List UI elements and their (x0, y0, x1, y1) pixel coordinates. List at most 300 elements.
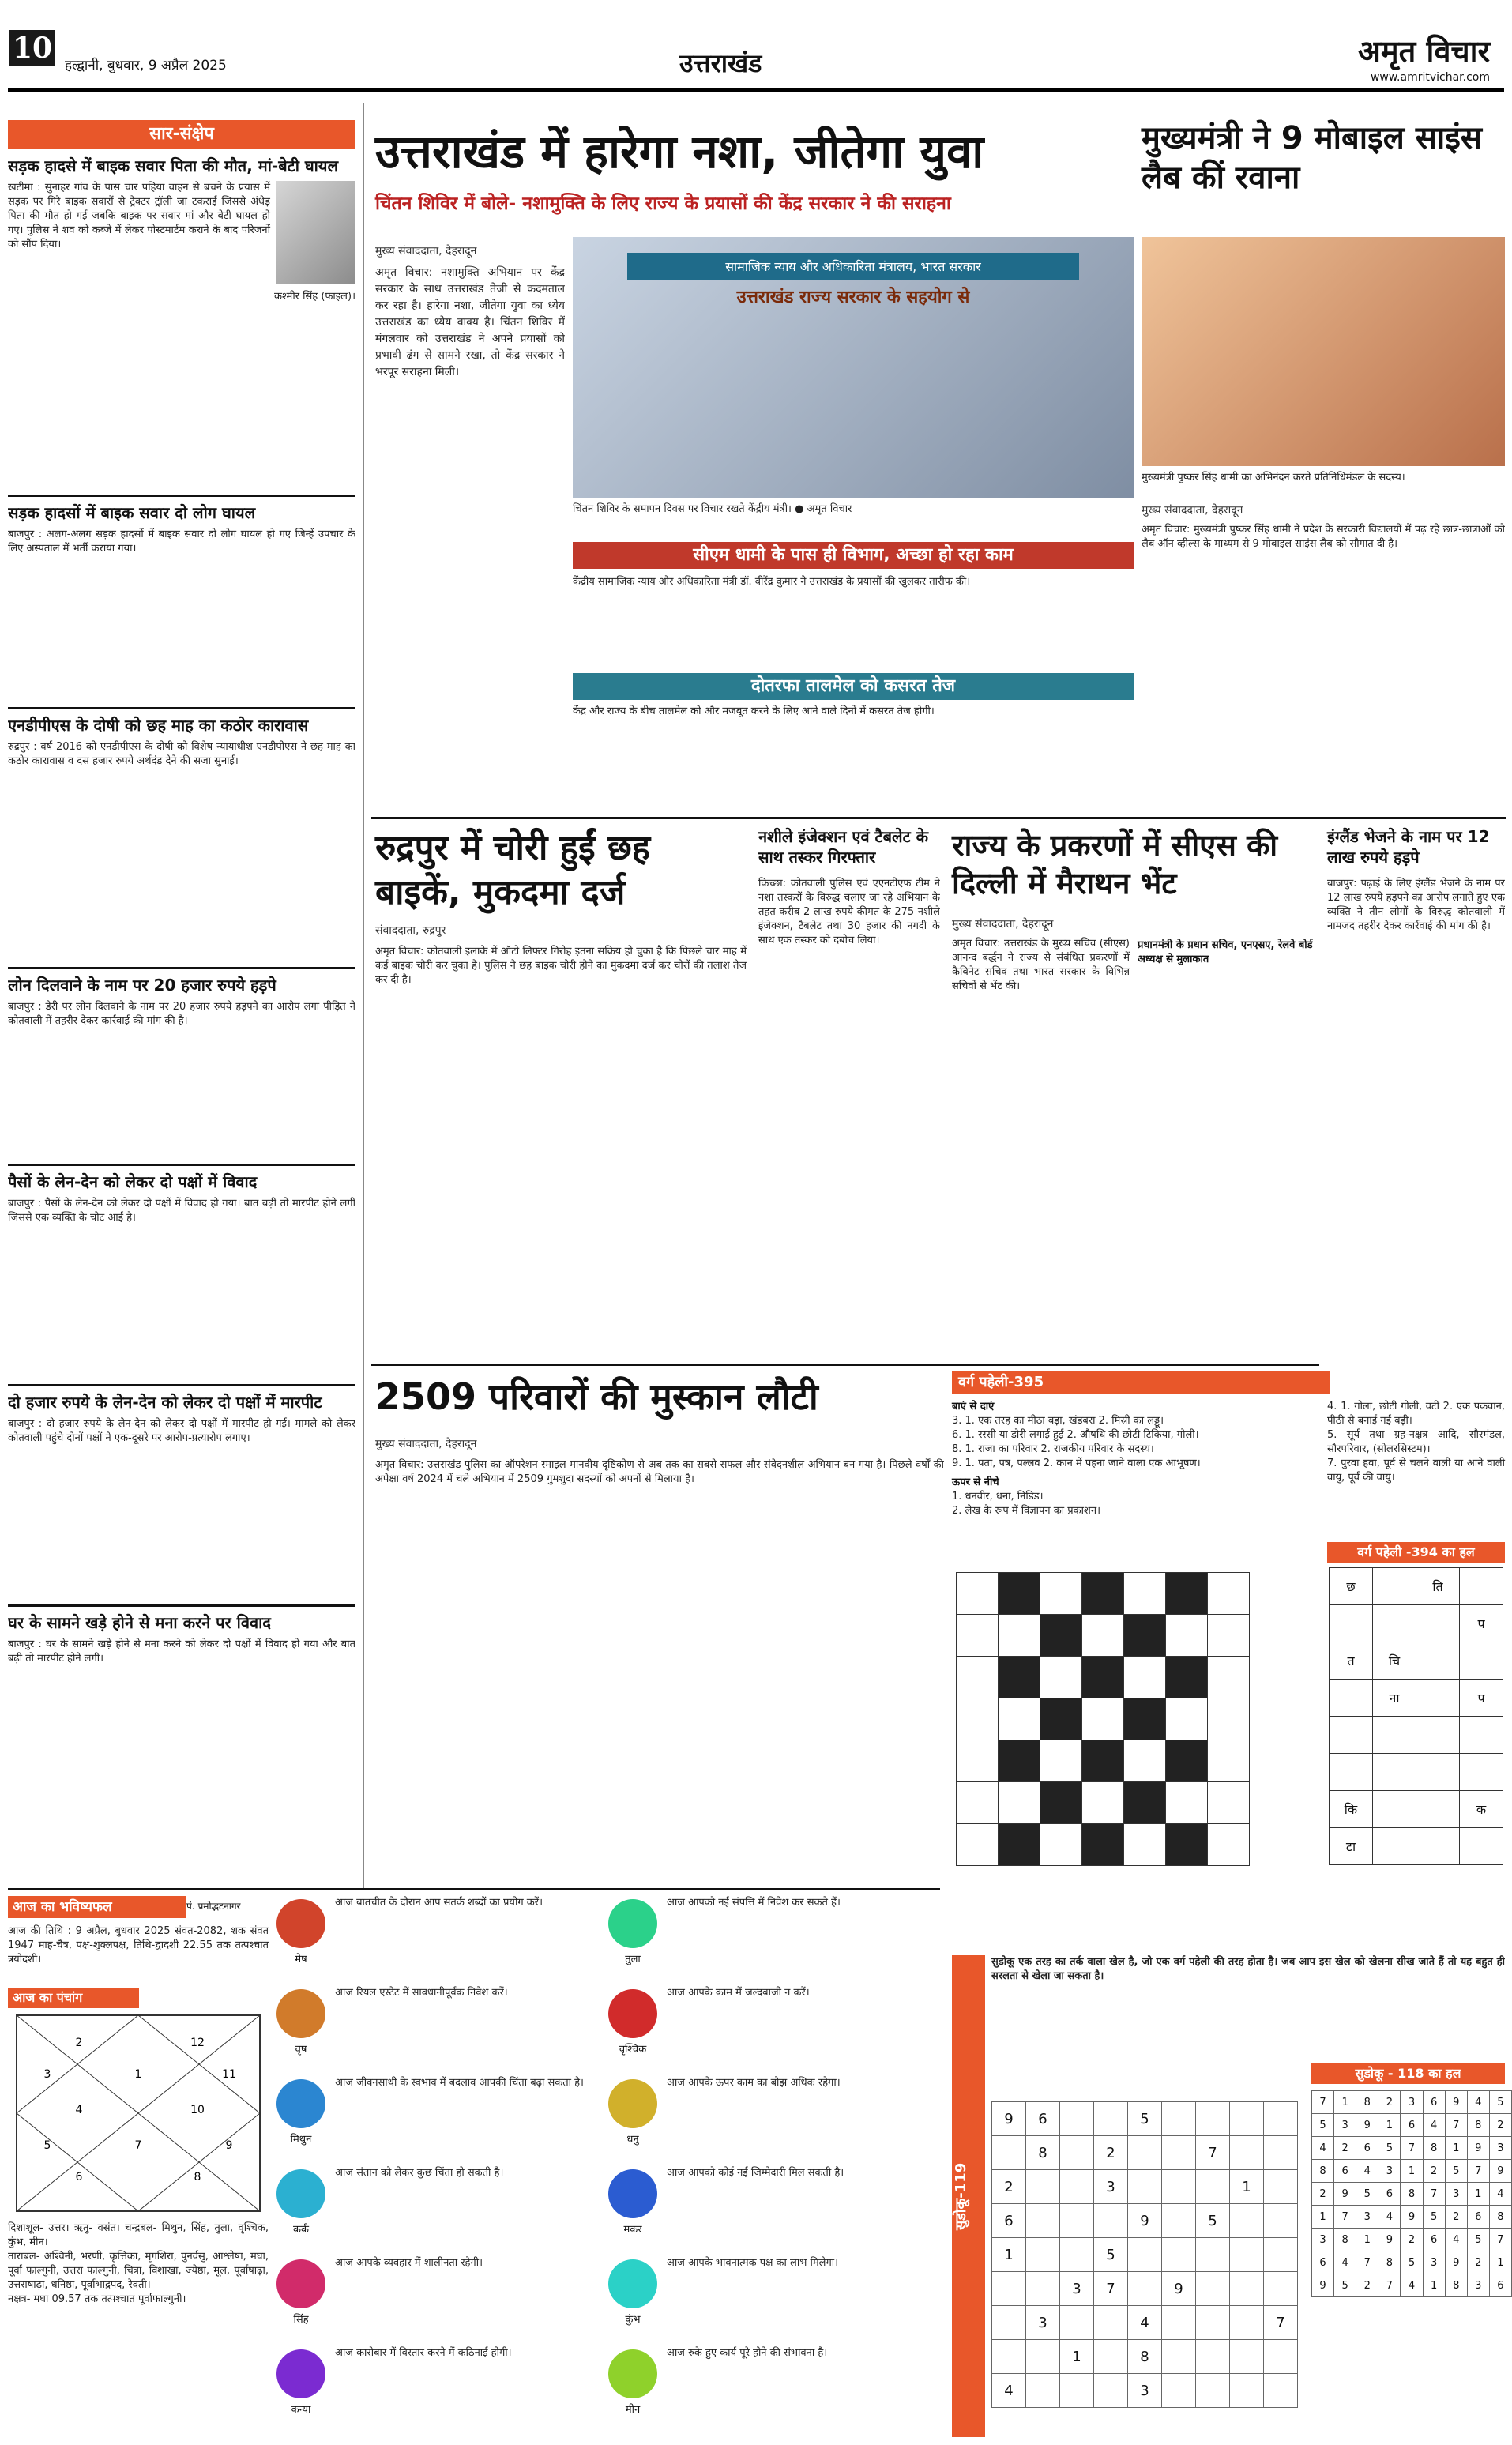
section-title: उत्तराखंड (679, 48, 762, 78)
sidebar-item (8, 709, 355, 967)
sudoku-cell[interactable]: 3 (1094, 2170, 1128, 2204)
cs-headline: राज्य के प्रकरणों में सीएस की दिल्ली में मैराथन भेंट (952, 828, 1278, 901)
sudoku-answer-cell: 4 (1445, 2229, 1467, 2251)
story-divider (8, 1888, 940, 1890)
sudoku-cell[interactable] (1196, 2306, 1230, 2340)
crossword-cell[interactable] (1166, 1657, 1208, 1698)
rashi-item (276, 2076, 600, 2161)
sudoku-answer-cell: 5 (1423, 2206, 1445, 2229)
crossword-answer-title: वर्ग पहेली -394 का हल (1327, 1542, 1505, 1563)
sudoku-answer-cell: 6 (1334, 2160, 1356, 2183)
sidebar-item-body: बाजपुर : डेरी पर लोन दिलवाने के नाम पर 20 हजार रुपये हड़पने का आरोप लगा पीड़ित ने कोतवाली में तहरीर देकर कार्रवाई की मांग की है। (8, 1001, 355, 1027)
sudoku-cell[interactable] (1264, 2238, 1298, 2272)
rashi-text: आज रियल एस्टेट में सावधानीपूर्वक निवेश करें। (335, 1987, 508, 1999)
sudoku-answer-cell: 3 (1378, 2160, 1401, 2183)
sudoku-answer-cell: 2 (1312, 2183, 1334, 2206)
injection-headline: नशीले इंजेक्शन एवं टैबलेट के साथ तस्कर गिरफ्तार (758, 827, 928, 867)
sidebar-item-body: बाजपुर : दो हजार रुपये के लेन-देन को लेकर दो पक्षों में मारपीट हो गई। मामले को लेकर कोतवाली पहुंचे दोनों पक्षों ने एक-दूसरे पर आरोप-प्रत्यारोप लगाए। (8, 1418, 355, 1444)
crossword-cell[interactable] (1124, 1615, 1166, 1657)
sudoku-cell[interactable] (1196, 2238, 1230, 2272)
kundali-house-number: 10 (190, 2104, 205, 2116)
crossword-cell[interactable] (1166, 1615, 1208, 1657)
lead-photo-banner: सामाजिक न्याय और अधिकारिता मंत्रालय, भारत सरकार (627, 253, 1079, 280)
sidebar-item (8, 969, 355, 1164)
crossword-cell[interactable] (1124, 1573, 1166, 1615)
crossword-cell[interactable] (1082, 1615, 1124, 1657)
rashi-item (276, 2346, 600, 2432)
sudoku-cell[interactable] (1128, 2170, 1162, 2204)
sudoku-cell[interactable]: 2 (1094, 2136, 1128, 2170)
sudoku-cell[interactable]: 3 (1026, 2306, 1060, 2340)
crossword-cell[interactable] (957, 1573, 999, 1615)
england-body: बाजपुर: पढ़ाई के लिए इंग्लैंड भेजने के नाम पर 12 लाख रुपये हड़पने का आरोप लगाते हुए एक व्यक्ति ने तीन लोगों के विरुद्ध कोतवाली में नामजद तहरीर देकर कार्रवाई की मांग की है। (1327, 878, 1505, 932)
crossword-cell[interactable] (1166, 1782, 1208, 1824)
sudoku-answer-cell: 8 (1312, 2160, 1334, 2183)
sudoku-cell[interactable] (1162, 2340, 1196, 2374)
bikes-byline: संवाददाता, रुद्रपुर (375, 924, 446, 937)
sudoku-cell[interactable] (1128, 2136, 1162, 2170)
rashi-name: कर्क (293, 2224, 309, 2236)
sidebar-item (8, 1607, 355, 1777)
sudoku-cell[interactable] (1094, 2204, 1128, 2238)
crossword-grid[interactable] (956, 1572, 1250, 1866)
rashi-item (608, 2076, 932, 2161)
sudoku-cell[interactable] (1162, 2170, 1196, 2204)
crossword-cell[interactable] (1082, 1824, 1124, 1866)
page-number: 10 (9, 30, 55, 66)
sudoku-cell[interactable]: 7 (1094, 2272, 1128, 2306)
sudoku-cell[interactable] (1264, 2272, 1298, 2306)
sudoku-cell[interactable]: 5 (1196, 2204, 1230, 2238)
sidebar (8, 155, 355, 1777)
rashi-item (608, 2166, 932, 2251)
sidebar-item-body: बाजपुर : पैसों के लेन-देन को लेकर दो पक्षों में विवाद हो गया। बात बढ़ी तो मारपीट होने लगी जिससे एक व्यक्ति के चोट आई है। (8, 1198, 355, 1224)
sudoku-cell[interactable]: 9 (1162, 2272, 1196, 2306)
cs-byline: मुख्य संवाददाता, देहरादून (952, 918, 1054, 931)
crossword-cell[interactable] (1040, 1573, 1082, 1615)
crossword-cell[interactable] (1208, 1782, 1250, 1824)
sudoku-cell[interactable]: 4 (1128, 2306, 1162, 2340)
sudoku-answer-cell: 2 (1401, 2229, 1423, 2251)
sudoku-cell[interactable]: 3 (1128, 2374, 1162, 2408)
zodiac-icon (276, 2349, 325, 2398)
crossword-cell[interactable] (1040, 1740, 1082, 1782)
sudoku-answer-cell: 2 (1489, 2114, 1511, 2137)
crossword-cell[interactable] (999, 1657, 1040, 1698)
rashi-text: आज कारोबार में विस्तार करने में कठिनाई होगी। (335, 2347, 512, 2359)
sudoku-answer-cell: 8 (1423, 2137, 1445, 2160)
sudoku-answer-cell: 2 (1423, 2160, 1445, 2183)
crossword-cell[interactable] (1040, 1698, 1082, 1740)
sudoku-answer-cell: 9 (1445, 2251, 1467, 2274)
sudoku-cell[interactable] (1230, 2272, 1264, 2306)
astro-title: आज का भविष्यफल (8, 1896, 186, 1918)
sudoku-answer-cell: 9 (1356, 2114, 1378, 2137)
crossword-answer-cell (1330, 1717, 1373, 1754)
rashi-name: कन्या (291, 2404, 311, 2416)
crossword-down-head: ऊपर से नीचे (952, 1476, 999, 1488)
kundali-house-number: 3 (43, 2068, 51, 2081)
sudoku-answer-cell: 1 (1312, 2206, 1334, 2229)
sudoku-cell[interactable] (992, 2340, 1026, 2374)
crossword-clue: 4. 1. गोला, छोटी गोली, वटी 2. एक पकवान, पीठी से बनाई गई बड़ी। (1327, 1401, 1505, 1427)
crossword-cell[interactable] (1040, 1824, 1082, 1866)
england-headline: इंग्लैंड भेजने के नाम पर 12 लाख रुपये हड़पे (1327, 827, 1490, 867)
sidebar-item (8, 1166, 355, 1384)
lead-subheadline: चिंतन शिविर में बोले- नशामुक्ति के लिए राज्य के प्रयासों की केंद्र सरकार ने की सराहना (375, 194, 951, 214)
sudoku-answer-cell: 7 (1423, 2183, 1445, 2206)
sudoku-grid[interactable] (991, 2101, 1298, 2408)
sudoku-cell[interactable] (1230, 2238, 1264, 2272)
sudoku-cell[interactable]: 2 (992, 2170, 1026, 2204)
rashi-item (608, 2346, 932, 2432)
crossword-answer-cell (1460, 1568, 1503, 1605)
crossword-cell[interactable] (1040, 1782, 1082, 1824)
crossword-cell[interactable] (1082, 1698, 1124, 1740)
story-divider (371, 1364, 1319, 1366)
lead-headline: उत्तराखंड में हारेगा नशा, जीतेगा युवा (375, 125, 984, 179)
sudoku-cell[interactable] (992, 2272, 1026, 2306)
sudoku-cell[interactable] (1026, 2272, 1060, 2306)
crossword-cell[interactable] (1082, 1740, 1124, 1782)
sudoku-cell[interactable]: 6 (1026, 2102, 1060, 2136)
kundali-chart (16, 2014, 261, 2212)
crossword-cell[interactable] (1082, 1573, 1124, 1615)
lead-photo (573, 237, 1134, 498)
sudoku-answer-cell: 6 (1489, 2274, 1511, 2297)
families-byline: मुख्य संवाददाता, देहरादून (375, 1438, 477, 1450)
crossword-answer-cell (1416, 1642, 1460, 1680)
sudoku-answer-cell: 6 (1423, 2091, 1445, 2114)
sudoku-answer-cell: 8 (1401, 2183, 1423, 2206)
sudoku-answer-cell: 6 (1378, 2183, 1401, 2206)
sudoku-cell[interactable] (1264, 2374, 1298, 2408)
sudoku-instructions: सुडोकू एक तरह का तर्क वाला खेल है, जो एक वर्ग पहेली की तरह होता है। जब आप इस खेल को खेलना सीख जाते हैं तो यह बहुत ही सरलता से खेला जा सकता है। (991, 1956, 1505, 1982)
crossword-cell[interactable] (957, 1782, 999, 1824)
sudoku-cell[interactable] (1094, 2306, 1128, 2340)
crossword-cell[interactable] (1124, 1698, 1166, 1740)
sudoku-answer-cell: 3 (1467, 2274, 1489, 2297)
lead-band-2: दोतरफा तालमेल को कसरत तेज (573, 673, 1134, 700)
sidebar-item-head: लोन दिलवाने के नाम पर 20 हजार रुपये हड़पे (8, 976, 276, 995)
sudoku-cell[interactable]: 3 (1060, 2272, 1094, 2306)
crossword-cell[interactable] (1208, 1740, 1250, 1782)
sudoku-cell[interactable] (1162, 2204, 1196, 2238)
zodiac-icon (276, 2259, 325, 2308)
crossword-cell[interactable] (1166, 1740, 1208, 1782)
crossword-cell[interactable] (1124, 1824, 1166, 1866)
crossword-cell[interactable] (1166, 1573, 1208, 1615)
sudoku-cell[interactable] (1026, 2238, 1060, 2272)
kundali-house-number: 2 (75, 2037, 83, 2049)
crossword-cell[interactable] (1040, 1657, 1082, 1698)
crossword-cell[interactable] (999, 1824, 1040, 1866)
rashi-name: तुला (625, 1954, 641, 1965)
rashi-text: आज जीवनसाथी के स्वभाव में बदलाव आपकी चिंता बढ़ा सकता है। (335, 2077, 584, 2089)
crossword-cell[interactable] (1208, 1824, 1250, 1866)
sudoku-answer-cell: 1 (1334, 2091, 1356, 2114)
crossword-cell[interactable] (957, 1824, 999, 1866)
sidebar-item (8, 1386, 355, 1604)
sudoku-answer-cell: 4 (1489, 2183, 1511, 2206)
crossword-cell[interactable] (1124, 1782, 1166, 1824)
sudoku-cell[interactable]: 5 (1094, 2238, 1128, 2272)
rashi-name: सिंह (293, 2314, 309, 2326)
sudoku-cell[interactable]: 8 (1128, 2340, 1162, 2374)
sudoku-answer-cell: 1 (1356, 2229, 1378, 2251)
sudoku-answer-cell: 4 (1401, 2274, 1423, 2297)
crossword-cell[interactable] (1208, 1657, 1250, 1698)
sudoku-cell[interactable]: 9 (992, 2102, 1026, 2136)
sudoku-answer-cell: 4 (1356, 2160, 1378, 2183)
crossword-answer-cell (1416, 1791, 1460, 1828)
crossword-cell[interactable] (1208, 1698, 1250, 1740)
sidebar-title: सार-संक्षेप (8, 120, 355, 149)
sudoku-answer-cell: 8 (1334, 2229, 1356, 2251)
crossword-answer-cell: ति (1416, 1568, 1460, 1605)
sudoku-cell[interactable]: 5 (1128, 2102, 1162, 2136)
crossword-cell[interactable] (999, 1782, 1040, 1824)
sudoku-cell[interactable]: 7 (1196, 2136, 1230, 2170)
sudoku-cell[interactable] (992, 2136, 1026, 2170)
sudoku-answer-cell: 6 (1356, 2137, 1378, 2160)
panchang-tarabal: ताराबल- अश्विनी, भरणी, कृत्तिका, मृगशिरा, पुनर्वसु, आश्लेषा, मघा, पूर्वा फाल्गुनी, उत्तरा फाल्गुनी, चित्रा, विशाखा, ज्येष्ठा, मूल, पूर्वाषाढ़ा, उत्तराषाढ़ा, धनिष्ठा, पूर्वाभाद्रपद, रेवती। (8, 2251, 269, 2291)
sudoku-answer-cell: 9 (1312, 2274, 1334, 2297)
crossword-cell[interactable] (1040, 1615, 1082, 1657)
crossword-cell[interactable] (957, 1698, 999, 1740)
lead-photo-banner: उत्तराखंड राज्य सरकार के सहयोग से (736, 288, 970, 307)
crossword-answer-cell: त (1330, 1642, 1373, 1680)
panchang-title: आज का पंचांग (8, 1988, 139, 2008)
sudoku-cell[interactable] (1026, 2374, 1060, 2408)
sudoku-cell[interactable] (1094, 2374, 1128, 2408)
sudoku-label: सुडोकू-119 (952, 1955, 985, 2437)
sudoku-cell[interactable] (1162, 2374, 1196, 2408)
sudoku-answer-cell: 4 (1312, 2137, 1334, 2160)
panchang-nakshatra: नक्षत्र- मघा 09.57 तक तत्पश्चात पूर्वाफाल्गुनी। (8, 2293, 186, 2305)
crossword-answer-cell (1460, 1828, 1503, 1865)
sudoku-answer-cell: 4 (1378, 2206, 1401, 2229)
rashi-name: मिथुन (290, 2134, 312, 2146)
sudoku-answer-cell: 6 (1312, 2251, 1334, 2274)
sidebar-item-head: एनडीपीएस के दोषी को छह माह का कठोर कारावास (8, 716, 309, 735)
sidebar-item-head: दो हजार रुपये के लेन-देन को लेकर दो पक्षों में मारपीट (8, 1393, 322, 1412)
sudoku-answer-cell: 2 (1356, 2274, 1378, 2297)
sudoku-cell[interactable] (1230, 2340, 1264, 2374)
zodiac-icon (276, 2079, 325, 2128)
sudoku-cell[interactable] (1264, 2204, 1298, 2238)
crossword-cell[interactable] (1166, 1698, 1208, 1740)
sudoku-answer-cell: 8 (1378, 2251, 1401, 2274)
cm-byline: मुख्य संवाददाता, देहरादून (1142, 504, 1243, 517)
rashi-name: मीन (625, 2404, 641, 2416)
crossword-answer-cell (1416, 1605, 1460, 1642)
sudoku-cell[interactable] (1026, 2340, 1060, 2374)
crossword-cell[interactable] (999, 1615, 1040, 1657)
panchang-text (8, 2221, 269, 2307)
sudoku-cell[interactable] (1060, 2238, 1094, 2272)
sudoku-cell[interactable]: 7 (1264, 2306, 1298, 2340)
sudoku-cell[interactable] (1230, 2374, 1264, 2408)
sudoku-cell[interactable] (1264, 2102, 1298, 2136)
crossword-answer-cell (1416, 1680, 1460, 1717)
sudoku-cell[interactable] (1026, 2204, 1060, 2238)
sudoku-answer-cell: 1 (1423, 2274, 1445, 2297)
brand-url[interactable]: www.amritvichar.com (1370, 71, 1490, 84)
sudoku-cell[interactable] (1162, 2136, 1196, 2170)
crossword-cell[interactable] (1082, 1657, 1124, 1698)
sidebar-item (8, 497, 355, 707)
crossword-clues (952, 1400, 1315, 1518)
crossword-answer-cell (1460, 1642, 1503, 1680)
zodiac-icon (276, 1899, 325, 1948)
cm-photo (1142, 237, 1505, 466)
person-photo (276, 181, 355, 284)
crossword-answer-cell (1330, 1754, 1373, 1791)
sudoku-cell[interactable] (1060, 2306, 1094, 2340)
sudoku-cell[interactable] (1094, 2102, 1128, 2136)
sudoku-cell[interactable]: 8 (1026, 2136, 1060, 2170)
sudoku-cell[interactable] (1196, 2102, 1230, 2136)
crossword-cell[interactable] (1208, 1573, 1250, 1615)
sudoku-cell[interactable]: 9 (1128, 2204, 1162, 2238)
rashi-item (608, 1986, 932, 2071)
photo-caption: कश्मीर सिंह (फाइल)। (274, 291, 355, 303)
astro-author: पं. प्रमोद्भटनागर (186, 1901, 241, 1912)
crossword-cell[interactable] (999, 1573, 1040, 1615)
sudoku-cell[interactable] (1128, 2238, 1162, 2272)
sudoku-cell[interactable] (1060, 2374, 1094, 2408)
sudoku-answer-cell: 6 (1467, 2206, 1489, 2229)
sudoku-cell[interactable] (1026, 2170, 1060, 2204)
sudoku-answer-cell: 7 (1401, 2137, 1423, 2160)
injection-body: किच्छा: कोतवाली पुलिस एवं एएनटीएफ टीम ने नशा तस्करों के विरुद्ध चलाए जा रहे अभियान के तहत करीब 2 लाख रुपये कीमत के 275 नशीले इंजेक्शन, टैबलेट तथा 30 हजार की नगदी के साथ एक तस्कर को दबोच लिया। (758, 878, 940, 946)
rashi-name: मकर (623, 2224, 642, 2236)
panchang-disha: दिशाशूल- उत्तर। ऋतु- वसंत। चन्द्रबल- मिथुन, सिंह, तुला, वृश्चिक, कुंभ, मीन। (8, 2222, 269, 2248)
sudoku-cell[interactable] (1060, 2136, 1094, 2170)
crossword-answer-grid (1329, 1567, 1503, 1865)
sudoku-cell[interactable]: 1 (1060, 2340, 1094, 2374)
sudoku-cell[interactable] (1162, 2238, 1196, 2272)
sudoku-cell[interactable]: 4 (992, 2374, 1026, 2408)
sudoku-cell[interactable]: 6 (992, 2204, 1026, 2238)
crossword-cell[interactable] (1166, 1824, 1208, 1866)
sudoku-answer-cell: 1 (1489, 2251, 1511, 2274)
sudoku-cell[interactable] (1196, 2170, 1230, 2204)
crossword-answer-cell (1373, 1605, 1416, 1642)
crossword-answer-cell: कि (1330, 1791, 1373, 1828)
sudoku-cell[interactable] (1230, 2102, 1264, 2136)
sudoku-cell[interactable] (1128, 2272, 1162, 2306)
sudoku-answer-cell: 5 (1489, 2091, 1511, 2114)
rashi-text: आज आपके ऊपर काम का बोझ अधिक रहेगा। (667, 2077, 841, 2089)
kundali-house-number: 4 (75, 2104, 83, 2116)
sudoku-answer-title: सुडोकू - 118 का हल (1311, 2063, 1505, 2084)
sudoku-cell[interactable] (1230, 2204, 1264, 2238)
sudoku-answer-grid (1311, 2090, 1512, 2297)
crossword-answer-cell (1373, 1828, 1416, 1865)
sudoku-answer-cell: 7 (1489, 2229, 1511, 2251)
crossword-cell[interactable] (957, 1615, 999, 1657)
sudoku-cell[interactable]: 1 (1230, 2170, 1264, 2204)
crossword-clue: 8. 1. राजा का परिवार 2. राजकीय परिवार के सदस्य। (952, 1443, 1154, 1455)
crossword-cell[interactable] (1082, 1782, 1124, 1824)
sudoku-answer-cell: 3 (1423, 2251, 1445, 2274)
sudoku-cell[interactable] (1060, 2170, 1094, 2204)
sudoku-cell[interactable] (992, 2306, 1026, 2340)
sudoku-cell[interactable]: 1 (992, 2238, 1026, 2272)
crossword-cell[interactable] (999, 1740, 1040, 1782)
sudoku-answer-cell: 8 (1467, 2114, 1489, 2137)
rashi-text: आज आपके व्यवहार में शालीनता रहेगी। (335, 2257, 483, 2269)
rashi-item (276, 2256, 600, 2342)
sudoku-answer-cell: 7 (1334, 2206, 1356, 2229)
sidebar-item-head: सड़क हादसों में बाइक सवार दो लोग घायल (8, 503, 256, 522)
crossword-answer-cell (1373, 1754, 1416, 1791)
sudoku-cell[interactable] (1094, 2340, 1128, 2374)
sudoku-cell[interactable] (1196, 2340, 1230, 2374)
dateline: हल्द्वानी, बुधवार, 9 अप्रैल 2025 (65, 58, 227, 73)
sudoku-cell[interactable] (1264, 2340, 1298, 2374)
sudoku-cell[interactable] (1196, 2374, 1230, 2408)
sudoku-cell[interactable] (1060, 2102, 1094, 2136)
sudoku-answer-cell: 3 (1312, 2229, 1334, 2251)
zodiac-icon (608, 1989, 657, 2038)
rashi-item (608, 2256, 932, 2342)
crossword-clue: 1. धनवीर, धना, निडिड। (952, 1491, 1044, 1503)
rashi-text: आज संतान को लेकर कुछ चिंता हो सकती है। (335, 2167, 504, 2179)
crossword-cell[interactable] (957, 1740, 999, 1782)
sudoku-cell[interactable] (1264, 2170, 1298, 2204)
kundali-house-number: 7 (134, 2139, 142, 2152)
crossword-cell[interactable] (1124, 1657, 1166, 1698)
sudoku-cell[interactable] (1060, 2204, 1094, 2238)
zodiac-icon (608, 2349, 657, 2398)
sudoku-answer-cell: 4 (1467, 2091, 1489, 2114)
crossword-cell[interactable] (957, 1657, 999, 1698)
kundali-house-number: 11 (222, 2068, 236, 2081)
sudoku-answer-cell: 8 (1356, 2091, 1378, 2114)
sudoku-cell[interactable] (1162, 2102, 1196, 2136)
crossword-answer-cell (1460, 1754, 1503, 1791)
cm-headline: मुख्यमंत्री ने 9 मोबाइल साइंस लैब कीं रवाना (1142, 120, 1482, 196)
sidebar-item-body: बाजपुर : घर के सामने खड़े होने से मना करने को लेकर दो पक्षों में विवाद हो गया और बात बढ़ी तो मारपीट होने लगी। (8, 1638, 355, 1664)
rashi-item (276, 2166, 600, 2251)
sudoku-cell[interactable] (1196, 2272, 1230, 2306)
crossword-clue: 3. 1. एक तरह का मीठा बड़ा, खंडबरा 2. मिस्री का लड्डू। (952, 1415, 1164, 1427)
sidebar-item-head: घर के सामने खड़े होने से मना करने पर विवाद (8, 1613, 271, 1632)
crossword-answer-cell: क (1460, 1791, 1503, 1828)
zodiac-icon (276, 1989, 325, 2038)
crossword-cell[interactable] (999, 1698, 1040, 1740)
crossword-cell[interactable] (1208, 1615, 1250, 1657)
sudoku-cell[interactable] (1230, 2136, 1264, 2170)
sudoku-cell[interactable] (1162, 2306, 1196, 2340)
sudoku-cell[interactable] (1230, 2306, 1264, 2340)
crossword-cell[interactable] (1124, 1740, 1166, 1782)
sudoku-cell[interactable] (1264, 2136, 1298, 2170)
sidebar-item-body: खटीमा : सुनाहर गांव के पास चार पहिया वाहन से बचने के प्रयास में सड़क पर गिरे बाइक सवारों से ट्रैक्टर ट्रॉली जा टकराई जिससे अंधेड़ पिता की मौत हो गई जबकि बाइक पर सवार मां और बेटी घायल हो गए। पुलिस ने शव को कब्जे में लेकर पोस्टमार्टम कराने के बाद परिजनों को सौंप दिया। (8, 182, 270, 250)
crossword-answer-cell: चि (1373, 1642, 1416, 1680)
kundali-house-number: 6 (75, 2171, 83, 2184)
crossword-answer-cell (1373, 1791, 1416, 1828)
rashi-name: मेष (295, 1954, 307, 1965)
sudoku-answer-cell: 9 (1489, 2160, 1511, 2183)
crossword-clue: 9. 1. पता, पत्र, पल्लव 2. कान में पहना जाने वाला एक आभूषण। (952, 1458, 1201, 1469)
sudoku-answer-cell: 5 (1467, 2229, 1489, 2251)
sudoku-answer-cell: 2 (1334, 2137, 1356, 2160)
sidebar-item-head: पैसों के लेन-देन को लेकर दो पक्षों में विवाद (8, 1172, 258, 1191)
